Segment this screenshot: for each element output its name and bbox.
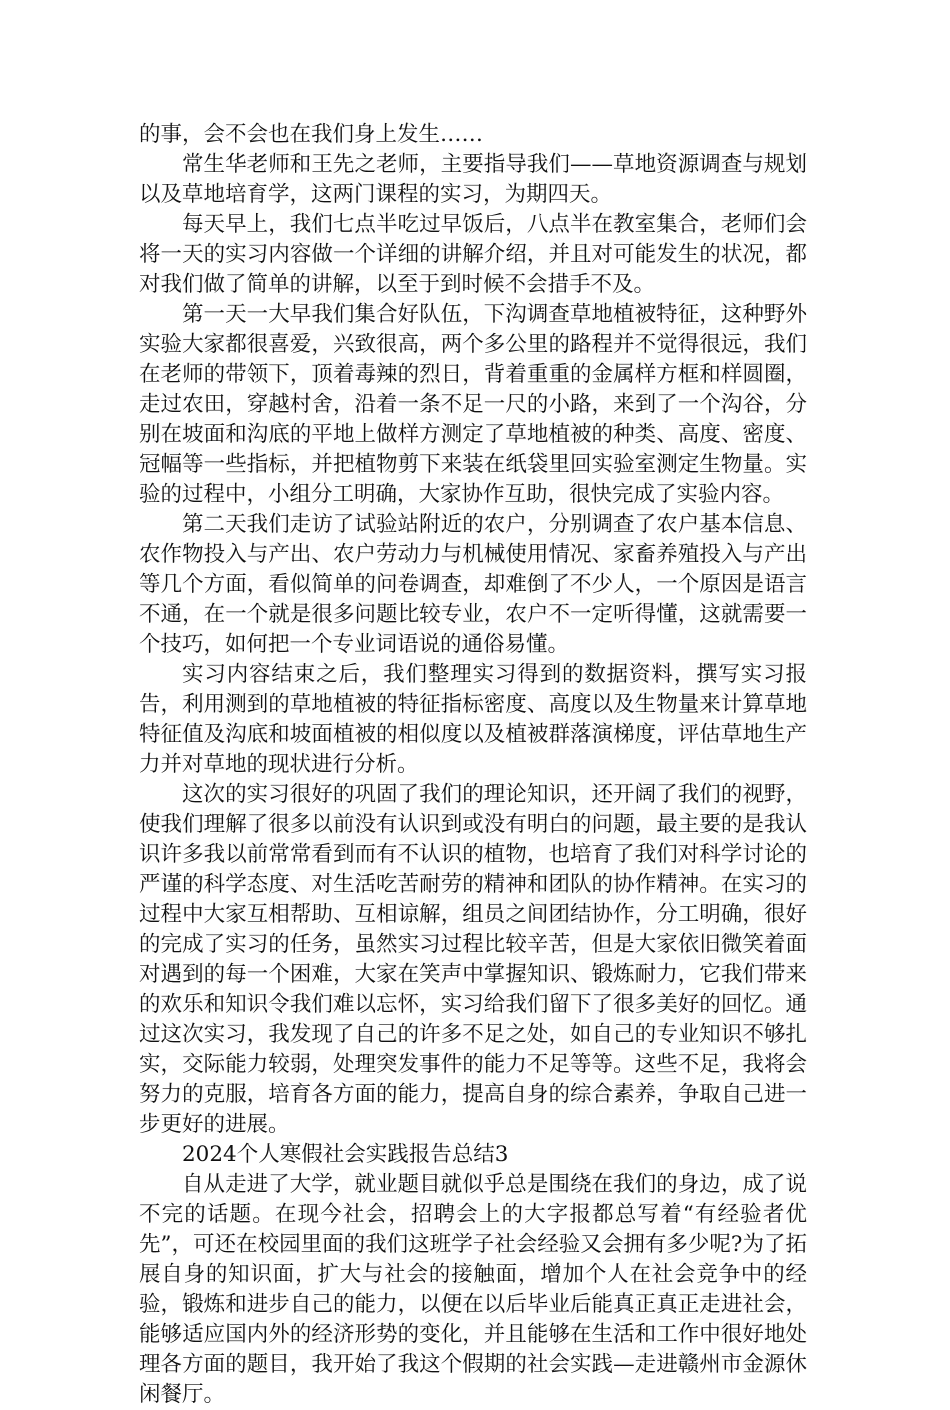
section-heading: 2024个人寒假社会实践报告总结3 — [182, 1142, 509, 1167]
paragraph-day-two: 第二天我们走访了试验站附近的农户，分别调查了农户基本信息、农作物投入与产出、农户劳动力与机械使用情况、家畜养殖投入与产出等几个方面，看似简单的问卷调查，却难倒了不少人，一个原因是语言不通，在一个就是很多问题比较专业，农户不一定听得懂，这就需要一个技巧，如何把一个专业词语说的通俗易懂。 — [139, 512, 807, 657]
paragraph-day-one: 第一天一大早我们集合好队伍，下沟调查草地植被特征，这种野外实验大家都很喜爱，兴致很高，两个多公里的路程并不觉得很远，我们在老师的带领下，顶着毒辣的烈日，背着重重的金属样方框和样圆圈，走过农田，穿越村舍，沿着一条不足一尺的小路，来到了一个沟谷，分别在坡面和沟底的平地上做样方测定了草地植被的种类、高度、密度、冠幅等一些指标，并把植物剪下来装在纸袋里回实验室测定生物量。实验的过程中，小组分工明确，大家协作互助，很快完成了实验内容。 — [139, 302, 807, 507]
paragraph-report: 实习内容结束之后，我们整理实习得到的数据资料，撰写实习报告，利用测到的草地植被的特征指标密度、高度以及生物量来计算草地特征值及沟底和坡面植被的相似度以及植被群落演梯度，评估草地生产力并对草地的现状进行分析。 — [139, 662, 807, 777]
paragraph-teachers: 常生华老师和王先之老师，主要指导我们——草地资源调查与规划以及草地培育学，这两门课程的实习，为期四天。 — [139, 152, 807, 207]
paragraph-section-intro: 自从走进了大学，就业题目就似乎总是围绕在我们的身边，成了说不完的话题。在现今社会，招聘会上的大字报都总写着“有经验者优先”，可还在校园里面的我们这班学子社会经验又会拥有多少呢?为了拓展自身的知识面，扩大与社会的接触面，增加个人在社会竞争中的经验，锻炼和进步自己的能力，以便在以后毕业后能真正真正走进社会，能够适应国内外的经济形势的变化，并且能够在生活和工作中很好地处理各方面的题目，我开始了我这个假期的社会实践—走进赣州市金源休闲餐厅。 — [139, 1172, 807, 1407]
paragraph-continuation: 的事，会不会也在我们身上发生…… — [139, 122, 484, 147]
paragraph-daily-schedule: 每天早上，我们七点半吃过早饭后，八点半在教室集合，老师们会将一天的实习内容做一个详细的讲解介绍，并且对可能发生的状况，都对我们做了简单的讲解，以至于到时候不会措手不及。 — [139, 212, 807, 297]
paragraph-reflection: 这次的实习很好的巩固了我们的理论知识，还开阔了我们的视野，使我们理解了很多以前没有认识到或没有明白的问题，最主要的是我认识许多我以前常常看到而有不认识的植物，也培育了我们对科学讨论的严谨的科学态度、对生活吃苦耐劳的精神和团队的协作精神。在实习的过程中大家互相帮助、互相谅解，组员之间团结协作，分工明确，很好的完成了实习的任务，虽然实习过程比较辛苦，但是大家依旧微笑着面对遇到的每一个困难，大家在笑声中掌握知识、锻炼耐力，它我们带来的欢乐和知识令我们难以忘怀，实习给我们留下了很多美好的回忆。通过这次实习，我发现了自己的许多不足之处，如自己的专业知识不够扎实，交际能力较弱，处理突发事件的能力不足等等。这些不足，我将会努力的克服，培育各方面的能力，提高自身的综合素养，争取自己进一步更好的进展。 — [139, 782, 807, 1137]
document-body — [139, 120, 807, 1410]
